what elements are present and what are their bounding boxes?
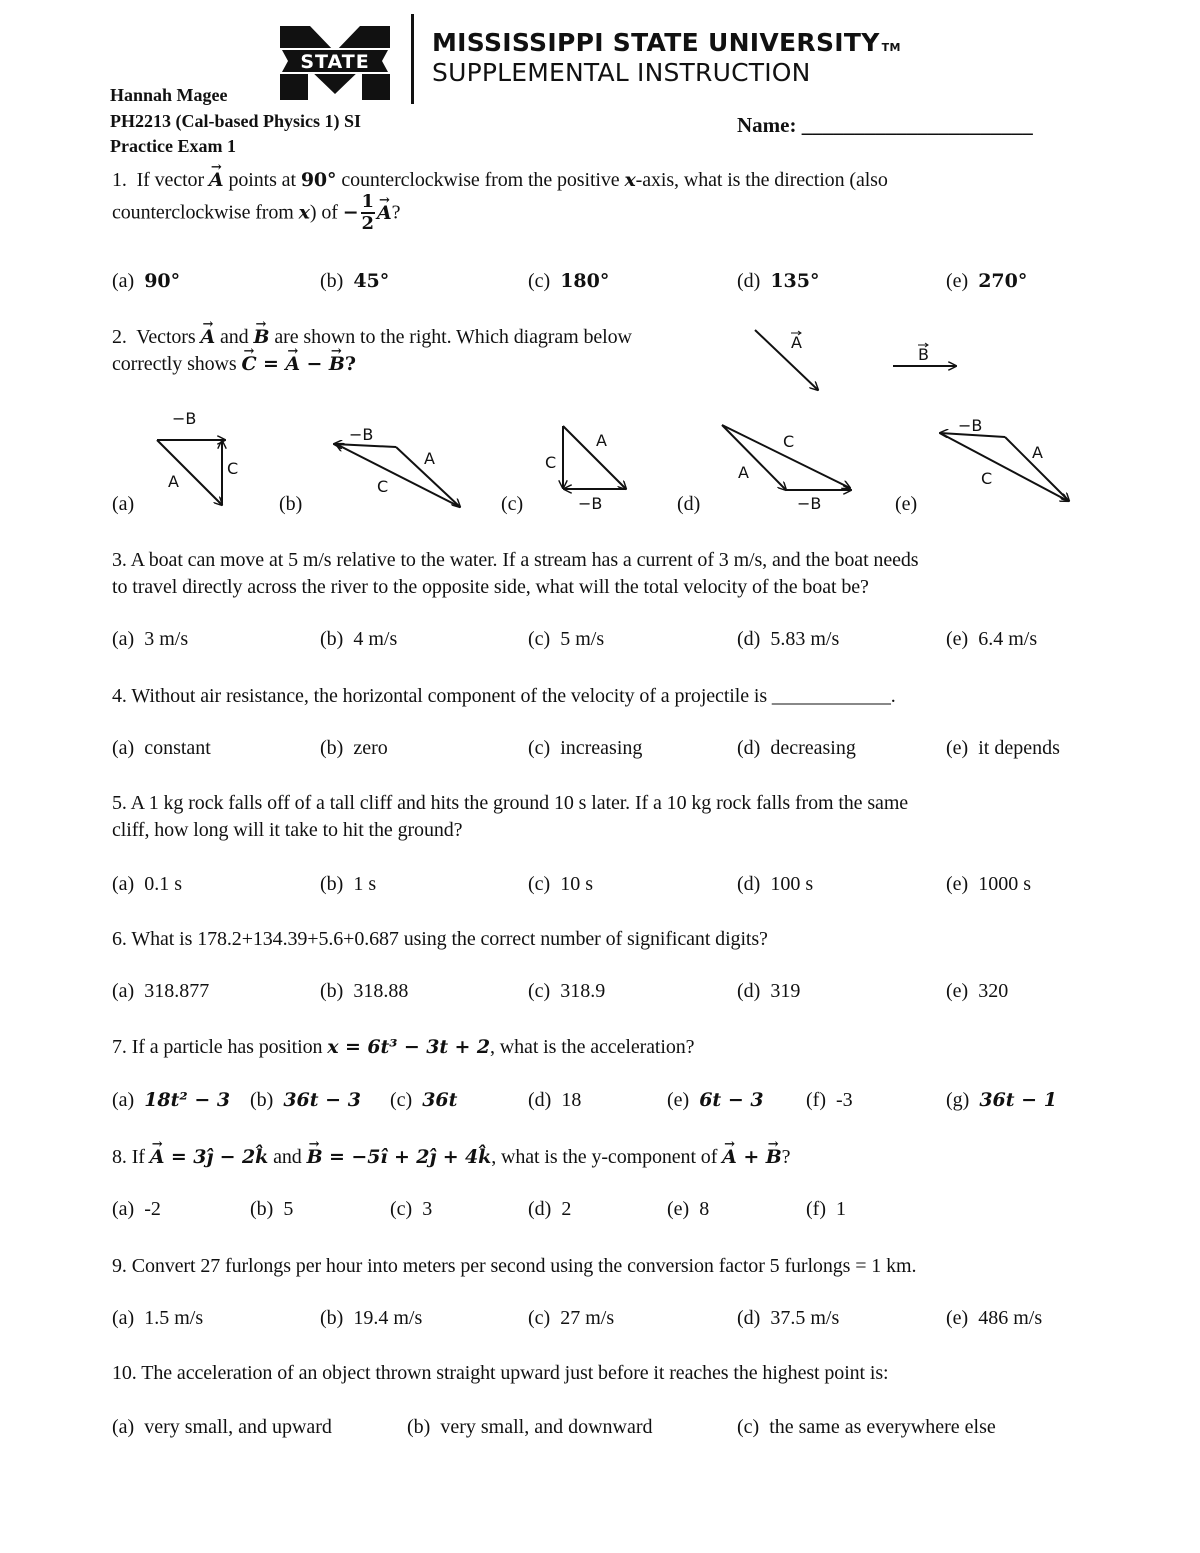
course-title: PH2213 (Cal-based Physics 1) SI <box>110 111 362 131</box>
q7-option-g[interactable]: (g) 36t − 1 <box>946 1089 1057 1111</box>
diagram-c-label-C: C <box>545 453 557 472</box>
q3-option-d[interactable]: (d) 5.83 m/s <box>737 628 840 650</box>
q7-option-e[interactable]: (e) 6t − 3 <box>667 1089 764 1111</box>
q4-option-a[interactable]: (a) constant <box>112 737 211 759</box>
diagram-d-label-C: C <box>783 432 795 451</box>
ref-label-A: A <box>791 333 802 352</box>
q8-option-a[interactable]: (a) -2 <box>112 1198 161 1220</box>
q1-option-b[interactable]: (b) 45° <box>320 270 390 292</box>
q6-option-d[interactable]: (d) 319 <box>737 980 801 1002</box>
exam-title: Practice Exam 1 <box>110 136 236 156</box>
vector-A: → A <box>209 167 224 194</box>
diagram-e-label-C: C <box>981 469 993 488</box>
diagram-e-label-negB: −B <box>958 416 983 435</box>
diagram-a-label-C: C <box>227 459 239 478</box>
diagram-d-vector-C <box>722 425 850 488</box>
q2-line2: correctly shows → C = → A − → B? <box>112 351 356 378</box>
q1-option-a[interactable]: (a) 90° <box>112 270 181 292</box>
q9-option-d[interactable]: (d) 37.5 m/s <box>737 1307 840 1329</box>
q7-option-f[interactable]: (f) -3 <box>806 1089 853 1111</box>
q2-line1: 2. Vectors → A and → B are shown to the right. Which diagram below <box>112 324 632 351</box>
q1-option-c[interactable]: (c) 180° <box>528 270 610 292</box>
q4-option-e[interactable]: (e) it depends <box>946 737 1060 759</box>
q10-line1: 10. The acceleration of an object thrown straight upward just before it reaches the highest point is: <box>112 1362 889 1384</box>
q4-option-b[interactable]: (b) zero <box>320 737 388 759</box>
q3-option-c[interactable]: (c) 5 m/s <box>528 628 605 650</box>
q9-line1: 9. Convert 27 furlongs per hour into meters per second using the conversion factor 5 furlongs = 1 km. <box>112 1255 917 1277</box>
q5-option-a[interactable]: (a) 0.1 s <box>112 873 182 895</box>
q8-option-f[interactable]: (f) 1 <box>806 1198 846 1220</box>
diagram-e-label-A: A <box>1032 443 1043 462</box>
q8-option-e[interactable]: (e) 8 <box>667 1198 710 1220</box>
q7-line1: 7. If a particle has position x = 6t³ − 3t + 2, what is the acceleration? <box>112 1036 695 1058</box>
diagram-c-label-A: A <box>596 431 607 450</box>
diagram-d-label-A: A <box>738 463 749 482</box>
program-name: SUPPLEMENTAL INSTRUCTION <box>432 58 811 87</box>
diagram-c-label-negB: −B <box>578 494 603 513</box>
q2-option-c[interactable]: (c) <box>501 493 524 515</box>
q7-option-d[interactable]: (d) 18 <box>528 1089 582 1111</box>
university-name: MISSISSIPPI STATE UNIVERSITY TM <box>432 28 901 57</box>
diagram-b-vector-A <box>396 447 460 507</box>
q6-option-c[interactable]: (c) 318.9 <box>528 980 606 1002</box>
q10-option-b[interactable]: (b) very small, and downward <box>407 1416 653 1438</box>
diagram-e-vector-C <box>940 433 1068 501</box>
q9-option-b[interactable]: (b) 19.4 m/s <box>320 1307 423 1329</box>
diagram-a-vector-A <box>157 440 222 505</box>
q5-option-c[interactable]: (c) 10 s <box>528 873 593 895</box>
header-divider <box>411 14 414 104</box>
q5-line1: 5. A 1 kg rock falls off of a tall cliff and hits the ground 10 s later. If a 10 kg rock falls from the same <box>112 792 909 814</box>
diagram-e-vector-negB <box>940 433 1005 437</box>
q6-option-a[interactable]: (a) 318.877 <box>112 980 210 1002</box>
diagram-d-vector-A <box>722 425 786 490</box>
q1-line2: counterclockwise from x) of − $\frac{1}{2}$ → A? <box>112 192 400 234</box>
q4-option-d[interactable]: (d) decreasing <box>737 737 856 759</box>
msu-logo <box>276 22 394 104</box>
q2-option-b[interactable]: (b) <box>279 493 303 515</box>
diagram-b-label-A: A <box>424 449 435 468</box>
q4-option-c[interactable]: (c) increasing <box>528 737 643 759</box>
q9-option-e[interactable]: (e) 486 m/s <box>946 1307 1043 1329</box>
name-field[interactable]: Name: ______________________ <box>737 113 1033 137</box>
q9-option-c[interactable]: (c) 27 m/s <box>528 1307 615 1329</box>
q3-option-e[interactable]: (e) 6.4 m/s <box>946 628 1038 650</box>
q4-line1: 4. Without air resistance, the horizontal component of the velocity of a projectile is ____________. <box>112 685 896 707</box>
q2-option-d[interactable]: (d) <box>677 493 701 515</box>
diagram-c-vector-A <box>563 426 626 489</box>
logo-text: STATE <box>300 51 370 73</box>
trademark: TM <box>881 41 901 54</box>
q3-line2: to travel directly across the river to the opposite side, what will the total velocity of the boat be? <box>112 576 869 598</box>
q5-option-d[interactable]: (d) 100 s <box>737 873 814 895</box>
q6-option-e[interactable]: (e) 320 <box>946 980 1009 1002</box>
q1-option-d[interactable]: (d) 135° <box>737 270 820 292</box>
q8-line1: 8. If → A = 3ĵ − 2k̂ and → B = −5î + 2ĵ + 4k̂, what is the y-component of → A + → B? <box>112 1144 790 1171</box>
q7-option-a[interactable]: (a) 18t² − 3 <box>112 1089 231 1111</box>
diagram-b-vector-C <box>336 444 460 507</box>
q1-line1: 1. If vector → A points at 90° counterclockwise from the positive x-axis, what is the direction (also <box>112 167 888 194</box>
q7-option-b[interactable]: (b) 36t − 3 <box>250 1089 361 1111</box>
diagram-b-label-negB: −B <box>349 425 374 444</box>
q6-line1: 6. What is 178.2+134.39+5.6+0.687 using the correct number of significant digits? <box>112 928 768 950</box>
q6-option-b[interactable]: (b) 318.88 <box>320 980 409 1002</box>
q2-option-e[interactable]: (e) <box>895 493 918 515</box>
diagram-a-label-A: A <box>168 472 179 491</box>
q3-option-b[interactable]: (b) 4 m/s <box>320 628 398 650</box>
q2-option-a[interactable]: (a) <box>112 493 135 515</box>
q5-option-b[interactable]: (b) 1 s <box>320 873 377 895</box>
q8-option-c[interactable]: (c) 3 <box>390 1198 433 1220</box>
diagram-d-label-negB: −B <box>797 494 822 513</box>
q5-option-e[interactable]: (e) 1000 s <box>946 873 1031 895</box>
q9-option-a[interactable]: (a) 1.5 m/s <box>112 1307 204 1329</box>
q10-option-a[interactable]: (a) very small, and upward <box>112 1416 332 1438</box>
diagram-e-vector-A <box>1005 437 1069 501</box>
fraction-one-half: $\frac{1}{2}$ <box>361 191 374 234</box>
ref-vector-A <box>755 330 818 390</box>
diagram-b-label-C: C <box>377 477 389 496</box>
q8-option-d[interactable]: (d) 2 <box>528 1198 572 1220</box>
q7-position-expr: x = 6t³ − 3t + 2 <box>327 1036 490 1058</box>
q10-option-c[interactable]: (c) the same as everywhere else <box>737 1416 996 1438</box>
q1-option-e[interactable]: (e) 270° <box>946 270 1028 292</box>
q7-option-c[interactable]: (c) 36t <box>390 1089 458 1111</box>
author-name: Hannah Magee <box>110 85 228 105</box>
q3-line1: 3. A boat can move at 5 m/s relative to the water. If a stream has a current of 3 m/s, and the boat needs <box>112 549 919 571</box>
diagram-b-vector-negB <box>334 444 396 447</box>
q8-option-b[interactable]: (b) 5 <box>250 1198 294 1220</box>
diagram-a-label-negB: −B <box>172 409 197 428</box>
q3-option-a[interactable]: (a) 3 m/s <box>112 628 189 650</box>
q5-line2: cliff, how long will it take to hit the ground? <box>112 819 463 841</box>
ref-label-B: B <box>918 345 929 364</box>
